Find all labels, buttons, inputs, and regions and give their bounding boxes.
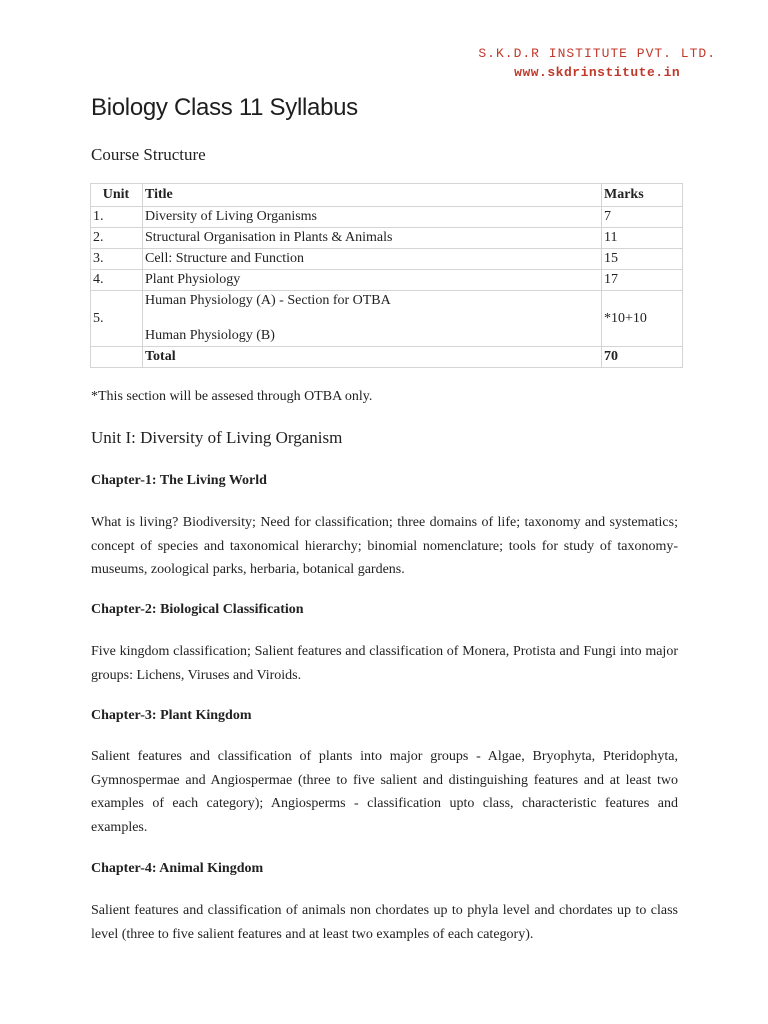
title-cell: Diversity of Living Organisms (143, 207, 602, 228)
chapter-2-text: Five kingdom classification; Salient features and classification of Monera, Protista and Fungi into major groups: Lichens, Viruses and Viroids. (91, 644, 678, 683)
table-row (91, 291, 683, 347)
title-cell: Cell: Structure and Function (143, 249, 602, 270)
title-line-2: Human Physiology (B) (145, 328, 275, 343)
unit-cell: 3. (91, 249, 143, 270)
marks-cell: 7 (602, 207, 683, 228)
unit-heading: Unit I: Diversity of Living Organism (91, 428, 343, 447)
course-structure-table (90, 183, 683, 368)
table-row (91, 207, 683, 228)
otba-note: *This section will be assesed through OTBA only. (91, 389, 373, 404)
page-title: Biology Class 11 Syllabus (91, 94, 358, 121)
table-row (91, 228, 683, 249)
title-line-1: Human Physiology (A) - Section for OTBA (145, 293, 391, 308)
institute-header (478, 44, 716, 82)
title-cell: Structural Organisation in Plants & Animals (143, 228, 602, 249)
chapter-1-text: What is living? Biodiversity; Need for classification; three domains of life; taxonomy and systematics; concept of species and taxonomical hierarchy; binomial nomenclature; tools for study of taxonomy-museums, zoological parks, herbaria, botanical gardens. (91, 515, 678, 577)
total-marks: 70 (602, 347, 683, 368)
chapter-4-text: Salient features and classification of animals non chordates up to phyla level and chordates up to class level (three to five salient features and at least two examples of each category). (91, 903, 678, 942)
chapter-4-heading: Chapter-4: Animal Kingdom (91, 861, 264, 876)
unit-cell-empty (91, 347, 143, 368)
table-row (91, 270, 683, 291)
institute-name: S.K.D.R INSTITUTE PVT. LTD. (478, 46, 716, 61)
chapter-3-heading: Chapter-3: Plant Kingdom (91, 708, 252, 723)
table-row (91, 249, 683, 270)
total-label: Total (143, 347, 602, 368)
course-structure-heading: Course Structure (91, 145, 206, 164)
column-header-unit: Unit (91, 184, 143, 207)
unit-cell: 2. (91, 228, 143, 249)
chapter-1-heading: Chapter-1: The Living World (91, 473, 267, 488)
marks-cell: 17 (602, 270, 683, 291)
table-header-row (91, 184, 683, 207)
unit-cell: 4. (91, 270, 143, 291)
title-cell: Plant Physiology (143, 270, 602, 291)
chapter-2-heading: Chapter-2: Biological Classification (91, 602, 304, 617)
marks-cell: 11 (602, 228, 683, 249)
title-cell (143, 291, 602, 347)
marks-cell: 15 (602, 249, 683, 270)
marks-cell: *10+10 (602, 291, 683, 347)
column-header-marks: Marks (602, 184, 683, 207)
total-row (91, 347, 683, 368)
unit-cell: 1. (91, 207, 143, 228)
unit-cell: 5. (91, 291, 143, 347)
institute-website[interactable]: www.skdrinstitute.in (514, 65, 681, 80)
column-header-title: Title (143, 184, 602, 207)
chapter-3-text: Salient features and classification of plants into major groups - Algae, Bryophyta, Pteridophyta, Gymnospermae and Angiospermae (three to five salient and distinguishing features and at least two examples of each category); Angiosperms - classification upto class, characteristic features and examples. (91, 749, 678, 835)
